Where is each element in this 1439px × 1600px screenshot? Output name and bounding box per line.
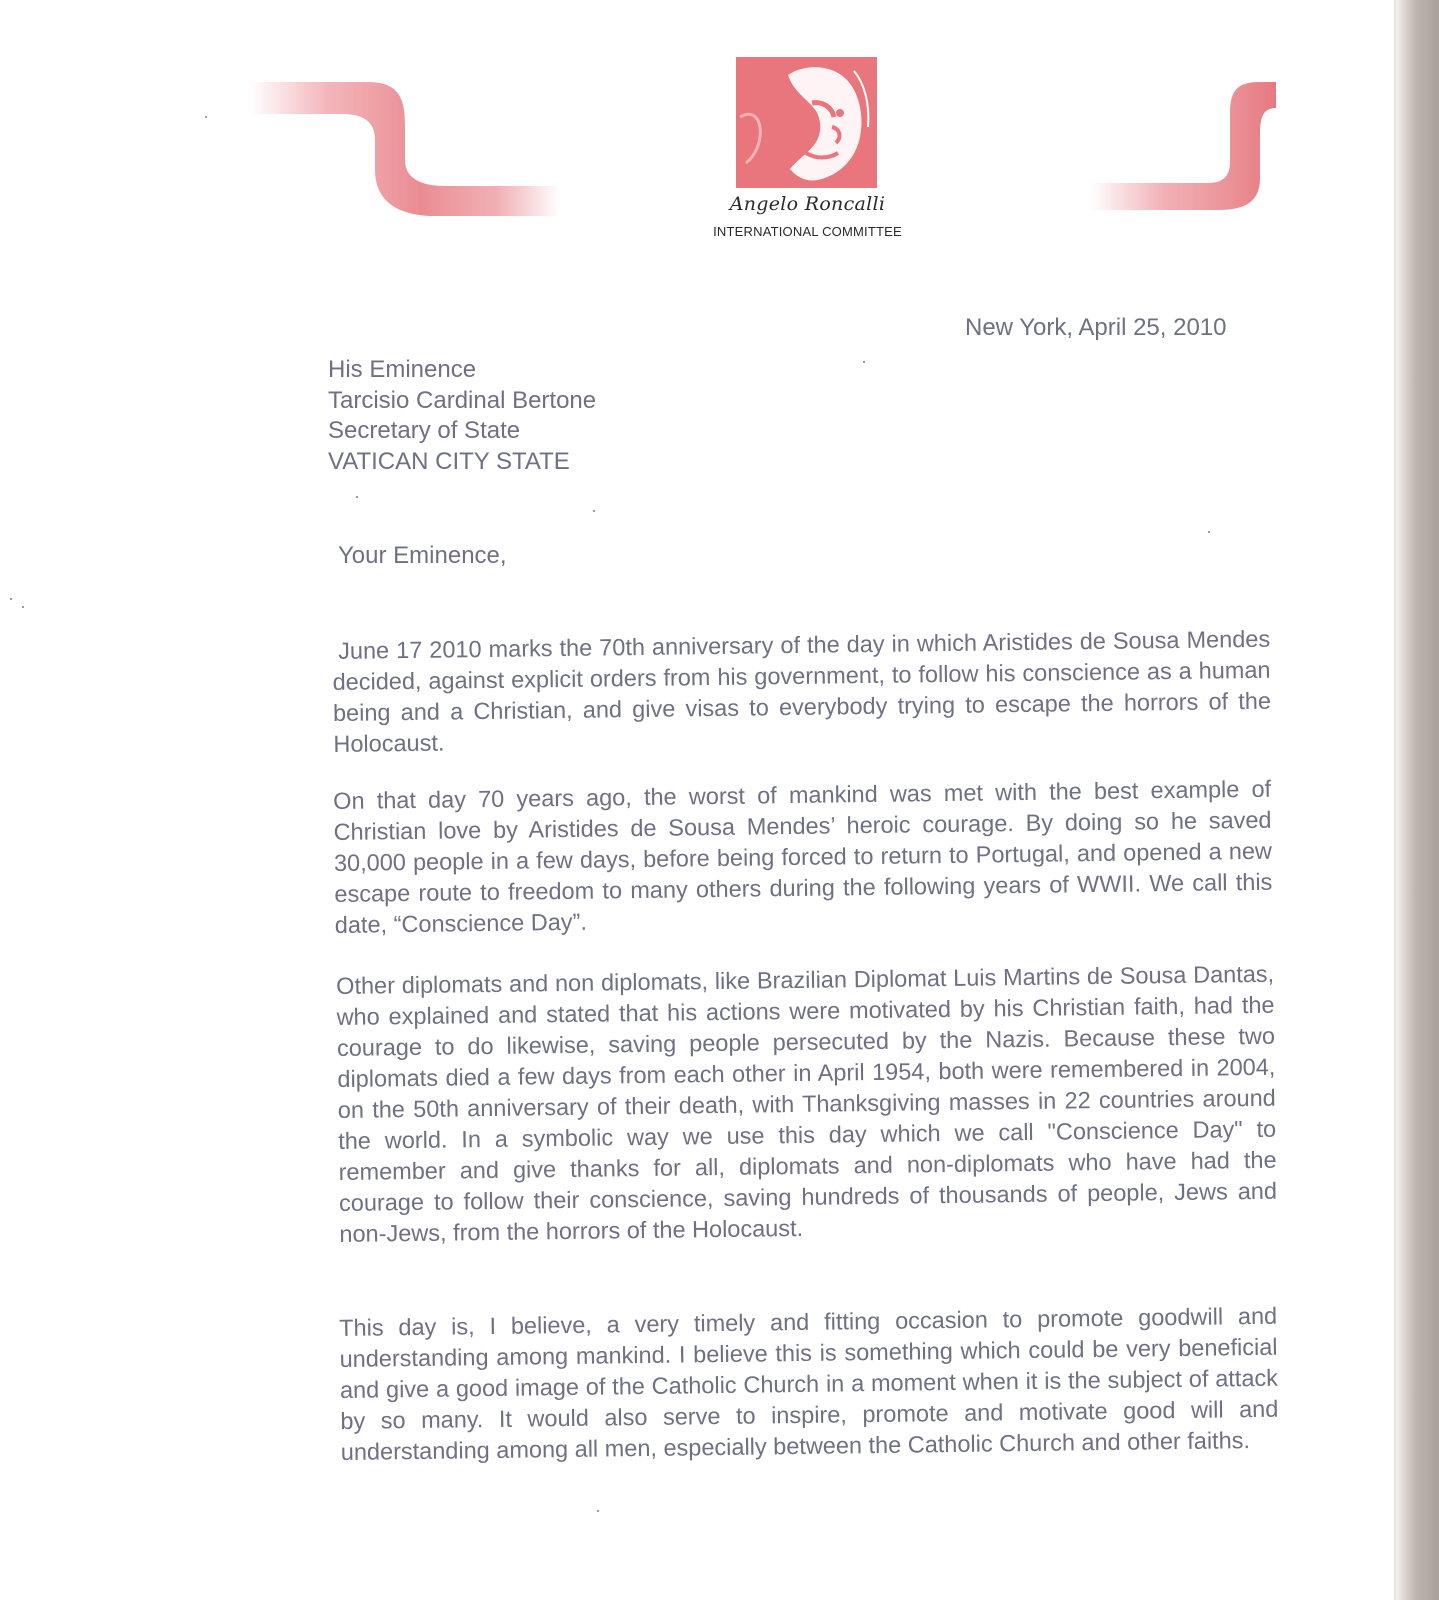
body-paragraph: June 17 2010 marks the 70th anniversary of the day in which Aristides de Sousa Mendes decided, against explicit orders from his government, to follow his conscience as a human being and a Christian, and give visas to everybody trying to escape the horrors of the Holocaust. [332, 625, 1272, 757]
body-paragraph: Other diplomats and non diplomats, like Brazilian Diplomat Luis Martins de Sousa Dantas, who explained and stated that his actions were motivated by his Christian faith, had the courage to do likewise, saving people persecuted by the Nazis. Because these two diplomats died a few days from each other in April 1954, both were remembered in 2004, on the 50th anniversary of their death, with Thanksgiving masses in 22 countries around the world. In a symbolic way we use this day which we call "Conscience Day" to remember and give thanks for all, diplomats and non-diplomats who have had the courage to follow their conscience, saving hundreds of thousands of people, Jews and non-Jews, from the horrors of the Holocaust. [336, 960, 1278, 1247]
scan-speck [205, 116, 207, 118]
address-line: Secretary of State [328, 417, 521, 444]
recipient-address [328, 355, 596, 477]
letter-dateline: New York, April 25, 2010 [965, 314, 1227, 341]
left-swoosh-decoration [250, 78, 560, 223]
right-swoosh-decoration [1090, 78, 1276, 218]
scan-speck [1208, 531, 1210, 533]
scan-speck [593, 510, 595, 512]
logo-name: Angelo Roncalli [729, 193, 886, 215]
scan-speck [863, 361, 865, 363]
scan-speck [356, 496, 358, 498]
scan-speck [597, 1510, 599, 1512]
logo-subtitle: INTERNATIONAL COMMITTEE [713, 224, 902, 239]
scan-speck [10, 598, 12, 600]
address-line: His Eminence [328, 356, 477, 383]
page-edge-shadow [1396, 0, 1439, 1600]
body-paragraph: This day is, I believe, a very timely and fitting occasion to promote goodwill and understanding among mankind. I believe this is something which could be very beneficial and give a good image of the Catholic Church in a moment when it is the subject of attack by so many. It would also serve to inspire, promote and motivate good will and understanding among all men, especially between the Catholic Church and other faiths. [339, 1302, 1279, 1465]
address-line: Tarcisio Cardinal Bertone [328, 386, 597, 414]
salutation: Your Eminence, [338, 542, 507, 569]
body-paragraph: On that day 70 years ago, the worst of mankind was met with the best example of Christian love by Aristides de Sousa Mendes’ heroic courage. By doing so he saved 30,000 people in a few days, before being forced to return to Portugal, and opened a new escape route to freedom to many others during the following years of WWII. We call this date, “Conscience Day”. [333, 775, 1273, 938]
logo-portrait [736, 57, 877, 188]
scan-speck [22, 606, 24, 608]
address-line: VATICAN CITY STATE [328, 447, 570, 475]
